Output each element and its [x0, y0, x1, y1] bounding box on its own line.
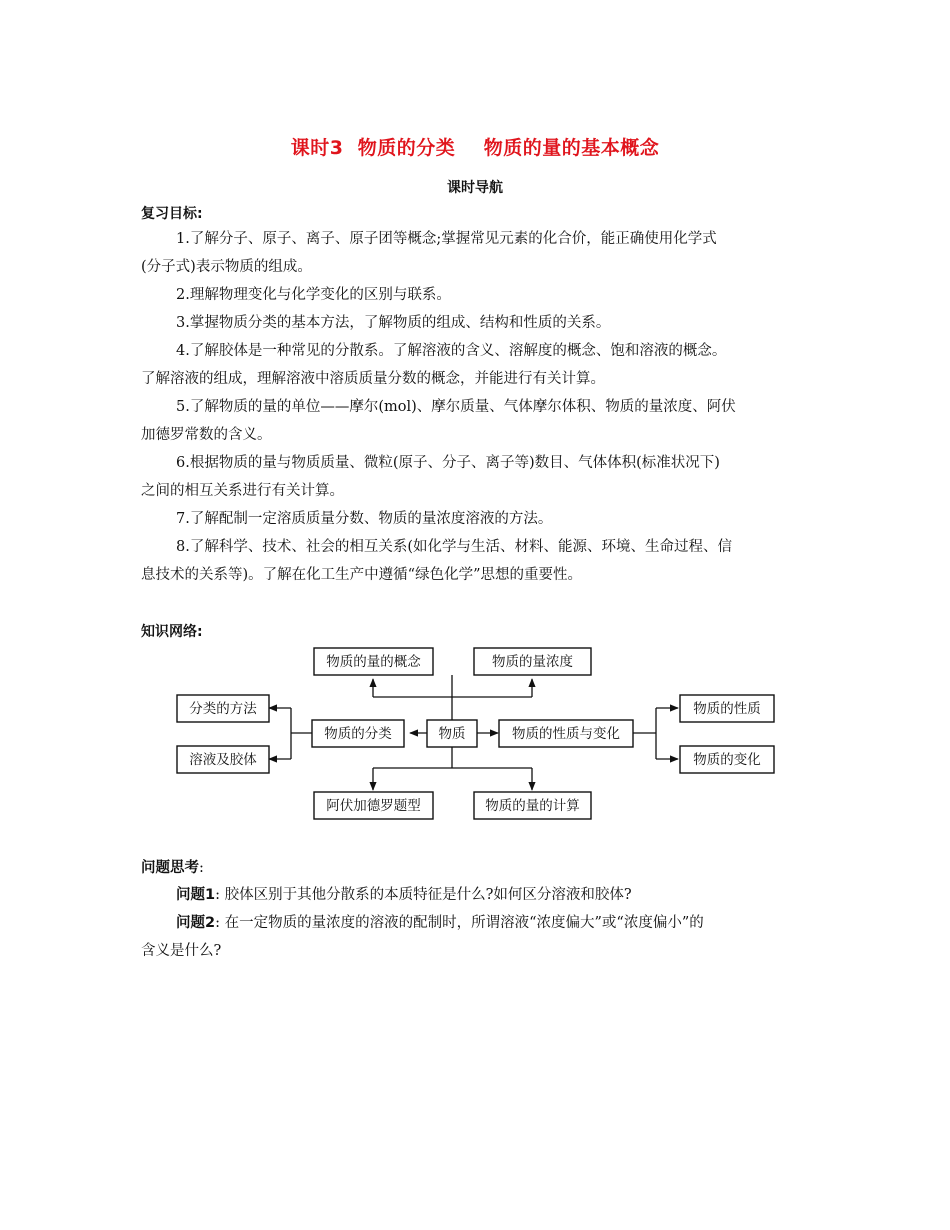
review-line: 息技术的关系等)。了解在化工生产中遵循“绿色化学”思想的重要性。 [141, 567, 582, 583]
node-matter: 物质 [438, 726, 466, 742]
review-line: (分子式)表示物质的组成。 [141, 259, 312, 275]
page-title: 课时3 物质的分类 物质的量的基本概念 [290, 137, 660, 159]
node-classification: 物质的分类 [324, 726, 392, 742]
question-2-label: 问题2 [176, 915, 216, 931]
node-property-change: 物质的性质与变化 [512, 726, 620, 742]
node-concentration: 物质的量浓度 [492, 654, 573, 670]
review-heading: 复习目标: [141, 206, 203, 222]
question-1-text: : 胶体区别于其他分散系的本质特征是什么?如何区分溶液和胶体? [215, 887, 632, 903]
node-solution-colloid: 溶液及胶体 [189, 752, 257, 768]
question-1-label: 问题1 [176, 887, 216, 903]
review-line: 6.根据物质的量与物质质量、微粒(原子、分子、离子等)数目、气体体积(标准状况下) [176, 455, 720, 471]
review-line: 3.掌握物质分类的基本方法，了解物质的组成、结构和性质的关系。 [176, 315, 611, 331]
node-property: 物质的性质 [693, 701, 761, 717]
review-line: 4.了解胶体是一种常见的分散系。了解溶液的含义、溶解度的概念、饱和溶液的概念。 [176, 343, 727, 359]
review-line: 1.了解分子、原子、离子、原子团等概念;掌握常见元素的化合价，能正确使用化学式 [176, 231, 717, 247]
review-line: 5.了解物质的量的单位——摩尔(mol)、摩尔质量、气体摩尔体积、物质的量浓度、阿伏 [176, 399, 736, 415]
question-1 [176, 885, 632, 905]
node-change: 物质的变化 [693, 752, 761, 768]
review-line: 7.了解配制一定溶质质量分数、物质的量浓度溶液的方法。 [176, 511, 553, 527]
review-line: 了解溶液的组成，理解溶液中溶质质量分数的概念，并能进行有关计算。 [141, 371, 605, 387]
node-calculation: 物质的量的计算 [485, 798, 580, 814]
page-subtitle: 课时导航 [447, 180, 503, 196]
node-method: 分类的方法 [189, 701, 257, 717]
question-2 [176, 913, 704, 933]
network-heading: 知识网络: [141, 624, 203, 640]
node-concept: 物质的量的概念 [326, 654, 421, 670]
question-2-text: : 在一定物质的量浓度的溶液的配制时，所谓溶液“浓度偏大”或“浓度偏小”的 [215, 915, 704, 931]
question-2-cont: 含义是什么? [141, 943, 222, 959]
review-line: 之间的相互关系进行有关计算。 [141, 483, 344, 499]
review-line: 2.理解物理变化与化学变化的区别与联系。 [176, 287, 451, 303]
questions-heading: 问题思考: [141, 860, 204, 876]
review-line: 加德罗常数的含义。 [141, 427, 272, 443]
review-line: 8.了解科学、技术、社会的相互关系(如化学与生活、材料、能源、环境、生命过程、信 [176, 539, 732, 555]
node-avogadro: 阿伏加德罗题型 [326, 798, 421, 814]
